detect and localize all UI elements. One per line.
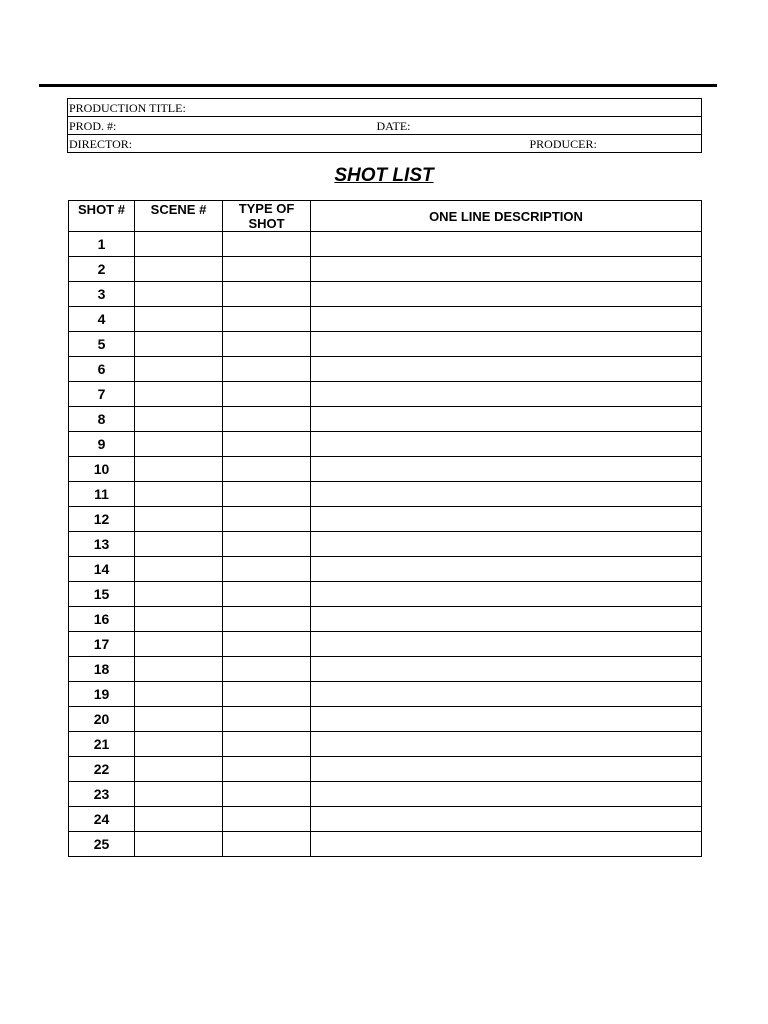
type-of-shot-cell[interactable] (223, 282, 311, 307)
shot-list-table (68, 200, 702, 857)
shot-number-cell: 12 (69, 507, 135, 532)
shot-number-cell: 17 (69, 632, 135, 657)
description-cell[interactable] (311, 757, 702, 782)
scene-number-cell[interactable] (135, 707, 223, 732)
date-label: DATE: (376, 118, 411, 133)
producer-field[interactable] (376, 135, 702, 153)
description-cell[interactable] (311, 432, 702, 457)
shot-number-cell: 21 (69, 732, 135, 757)
table-row (69, 432, 702, 457)
scene-number-cell[interactable] (135, 807, 223, 832)
shot-number-cell: 9 (69, 432, 135, 457)
table-row (69, 732, 702, 757)
type-of-shot-cell[interactable] (223, 332, 311, 357)
director-field[interactable] (68, 135, 376, 153)
scene-number-cell[interactable] (135, 732, 223, 757)
description-cell[interactable] (311, 357, 702, 382)
table-row (69, 657, 702, 682)
table-row (69, 457, 702, 482)
description-header: ONE LINE DESCRIPTION (311, 201, 702, 232)
director-producer-row (68, 135, 702, 153)
type-of-shot-cell[interactable] (223, 582, 311, 607)
shot-number-cell: 8 (69, 407, 135, 432)
scene-number-cell[interactable] (135, 382, 223, 407)
shot-number-cell: 11 (69, 482, 135, 507)
shot-number-cell: 2 (69, 257, 135, 282)
table-row (69, 507, 702, 532)
description-cell[interactable] (311, 732, 702, 757)
table-row (69, 532, 702, 557)
scene-number-cell[interactable] (135, 257, 223, 282)
production-title-row (68, 99, 702, 117)
scene-number-cell[interactable] (135, 432, 223, 457)
description-cell[interactable] (311, 832, 702, 857)
type-of-shot-cell[interactable] (223, 457, 311, 482)
production-title-field[interactable] (68, 99, 702, 117)
table-row (69, 582, 702, 607)
shot-number-cell: 14 (69, 557, 135, 582)
description-cell[interactable] (311, 257, 702, 282)
description-cell[interactable] (311, 607, 702, 632)
shot-number-cell: 10 (69, 457, 135, 482)
type-of-shot-cell[interactable] (223, 682, 311, 707)
description-cell[interactable] (311, 332, 702, 357)
scene-number-cell[interactable] (135, 657, 223, 682)
table-row (69, 557, 702, 582)
scene-number-cell[interactable] (135, 457, 223, 482)
prod-number-field[interactable] (68, 117, 376, 135)
date-field[interactable] (376, 117, 702, 135)
table-row (69, 707, 702, 732)
description-cell[interactable] (311, 682, 702, 707)
scene-number-cell[interactable] (135, 532, 223, 557)
description-cell[interactable] (311, 657, 702, 682)
description-cell[interactable] (311, 307, 702, 332)
table-row (69, 607, 702, 632)
type-of-shot-cell[interactable] (223, 432, 311, 457)
scene-number-cell[interactable] (135, 307, 223, 332)
table-row (69, 682, 702, 707)
description-cell[interactable] (311, 707, 702, 732)
description-cell[interactable] (311, 482, 702, 507)
table-row (69, 307, 702, 332)
table-row (69, 632, 702, 657)
scene-number-cell[interactable] (135, 332, 223, 357)
page-title: SHOT LIST (334, 165, 434, 186)
shot-number-cell: 4 (69, 307, 135, 332)
production-title-label: PRODUCTION TITLE: (69, 100, 186, 115)
table-row (69, 382, 702, 407)
shot-number-cell: 20 (69, 707, 135, 732)
table-row (69, 482, 702, 507)
director-label: DIRECTOR: (69, 136, 133, 151)
description-cell[interactable] (311, 507, 702, 532)
type-of-shot-cell[interactable] (223, 557, 311, 582)
scene-number-cell[interactable] (135, 582, 223, 607)
description-cell[interactable] (311, 282, 702, 307)
table-row (69, 832, 702, 857)
type-of-shot-cell[interactable] (223, 507, 311, 532)
type-of-shot-header-label: TYPE OF SHOT (238, 201, 295, 231)
table-row (69, 757, 702, 782)
type-of-shot-cell[interactable] (223, 257, 311, 282)
shot-number-cell: 24 (69, 807, 135, 832)
type-of-shot-cell[interactable] (223, 407, 311, 432)
top-rule (39, 84, 717, 87)
shot-number-cell: 3 (69, 282, 135, 307)
scene-number-cell[interactable] (135, 607, 223, 632)
scene-number-cell[interactable] (135, 832, 223, 857)
scene-number-cell[interactable] (135, 282, 223, 307)
shot-number-header: SHOT # (69, 201, 135, 232)
scene-number-cell[interactable] (135, 682, 223, 707)
table-row (69, 232, 702, 257)
scene-number-cell[interactable] (135, 482, 223, 507)
shot-number-cell: 16 (69, 607, 135, 632)
table-row (69, 782, 702, 807)
type-of-shot-cell[interactable] (223, 232, 311, 257)
description-cell[interactable] (311, 632, 702, 657)
producer-label: PRODUCER: (529, 136, 597, 151)
shot-number-cell: 22 (69, 757, 135, 782)
type-of-shot-cell[interactable] (223, 657, 311, 682)
type-of-shot-header (223, 201, 311, 232)
type-of-shot-cell[interactable] (223, 832, 311, 857)
shot-number-cell: 15 (69, 582, 135, 607)
description-cell[interactable] (311, 532, 702, 557)
scene-number-header: SCENE # (135, 201, 223, 232)
shot-number-cell: 23 (69, 782, 135, 807)
type-of-shot-cell[interactable] (223, 382, 311, 407)
table-row (69, 282, 702, 307)
type-of-shot-cell[interactable] (223, 782, 311, 807)
shot-number-cell: 13 (69, 532, 135, 557)
scene-number-cell[interactable] (135, 357, 223, 382)
description-cell[interactable] (311, 407, 702, 432)
scene-number-cell[interactable] (135, 757, 223, 782)
type-of-shot-cell[interactable] (223, 532, 311, 557)
type-of-shot-cell[interactable] (223, 732, 311, 757)
prod-date-row (68, 117, 702, 135)
description-cell[interactable] (311, 382, 702, 407)
description-cell[interactable] (311, 582, 702, 607)
scene-number-cell[interactable] (135, 632, 223, 657)
shot-table-header (69, 201, 702, 232)
type-of-shot-cell[interactable] (223, 357, 311, 382)
type-of-shot-cell[interactable] (223, 307, 311, 332)
table-row (69, 257, 702, 282)
description-cell[interactable] (311, 457, 702, 482)
type-of-shot-cell[interactable] (223, 707, 311, 732)
description-cell[interactable] (311, 807, 702, 832)
table-row (69, 332, 702, 357)
type-of-shot-cell[interactable] (223, 757, 311, 782)
shot-number-cell: 5 (69, 332, 135, 357)
type-of-shot-cell[interactable] (223, 632, 311, 657)
scene-number-cell[interactable] (135, 507, 223, 532)
shot-number-cell: 18 (69, 657, 135, 682)
type-of-shot-cell[interactable] (223, 482, 311, 507)
description-cell[interactable] (311, 557, 702, 582)
type-of-shot-cell[interactable] (223, 607, 311, 632)
shot-number-cell: 25 (69, 832, 135, 857)
table-row (69, 357, 702, 382)
prod-number-label: PROD. #: (69, 118, 117, 133)
table-row (69, 807, 702, 832)
shot-number-cell: 19 (69, 682, 135, 707)
scene-number-cell[interactable] (135, 407, 223, 432)
description-cell[interactable] (311, 782, 702, 807)
production-info-table (67, 98, 702, 153)
scene-number-cell[interactable] (135, 232, 223, 257)
scene-number-cell[interactable] (135, 782, 223, 807)
shot-number-cell: 6 (69, 357, 135, 382)
shot-number-cell: 7 (69, 382, 135, 407)
type-of-shot-cell[interactable] (223, 807, 311, 832)
table-row (69, 407, 702, 432)
scene-number-cell[interactable] (135, 557, 223, 582)
shot-number-cell: 1 (69, 232, 135, 257)
description-cell[interactable] (311, 232, 702, 257)
